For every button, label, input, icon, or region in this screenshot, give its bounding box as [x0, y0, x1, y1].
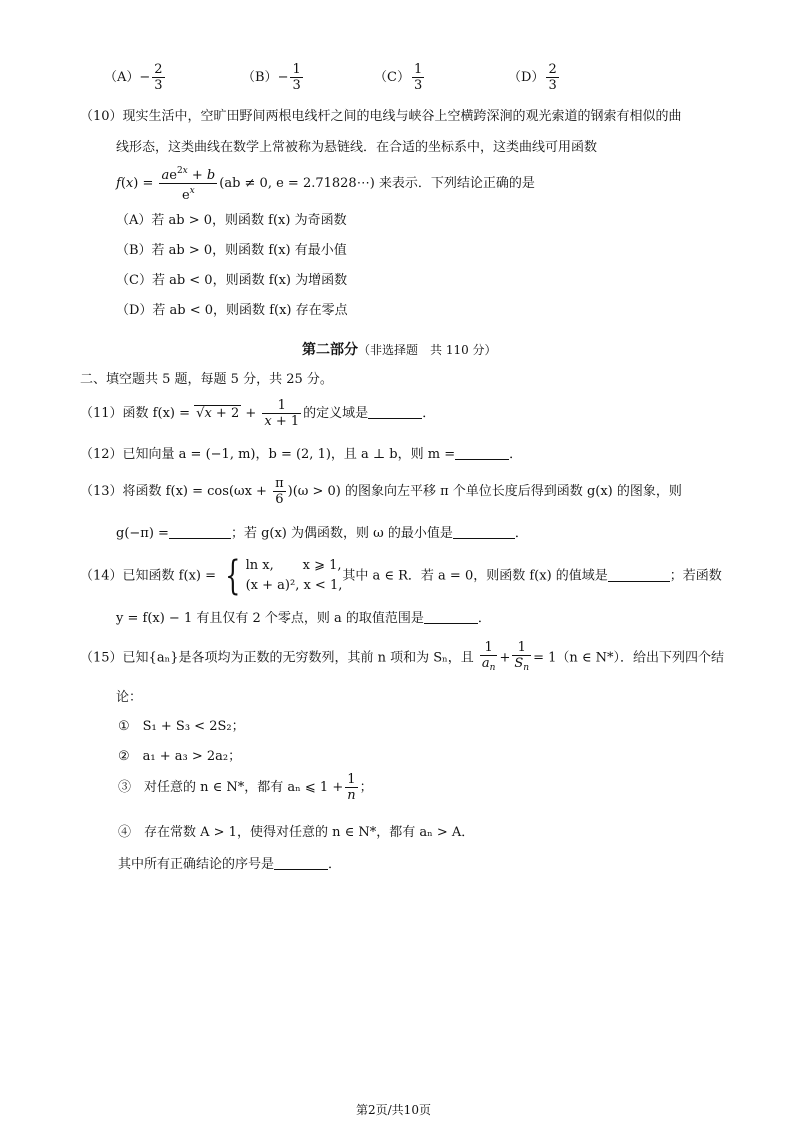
q11-answer-blank[interactable]	[368, 406, 422, 419]
q9-option-c: （C） $\frac{1}{3}$	[374, 62, 423, 93]
q10-formula: f(x) = $\frac{ae^{2x} + b}{e^x}$ (ab ≠ 0, e = 2.71828⋯) 来表示．下列结论正确的是	[116, 166, 535, 203]
q10-line2: 线形态，这类曲线在数学上常被称为悬链线．在合适的坐标系中，这类曲线可用函数	[116, 140, 598, 155]
q14-line2: y = f(x) − 1 有且仅有 2 个零点，则 a 的取值范围是 ．	[116, 611, 491, 626]
q14-line1: （14）已知函数 f(x) = { ln x, x ⩾ 1, (x + a)², x < 1, 其中 a ∈ R．若 a = 0，则函数 f(x) 的值域是 ；若函数	[80, 553, 722, 599]
q9-option-a: （A）− $\frac{2}{3}$	[104, 62, 163, 93]
q10-option-c: （C）若 ab < 0，则函数 f(x) 为增函数	[116, 273, 348, 288]
q10-line1: （10）现实生活中，空旷田野间两根电线杆之间的电线与峡谷上空横跨深涧的观光索道的钢索有相似的曲	[80, 109, 682, 124]
q10-option-a: （A）若 ab > 0，则函数 f(x) 为奇函数	[116, 213, 347, 228]
q13-line1: （13）将函数 f(x) = cos(ωx + $\frac{\pi}{6}$ )(ω > 0) 的图象向左平移 π 个单位长度后得到函数 g(x) 的图象，则	[80, 476, 682, 507]
q13-answer-blank-2[interactable]	[453, 526, 515, 539]
q9-option-d: （D） $\frac{2}{3}$	[508, 62, 557, 93]
q15-item-4: ④ 存在常数 A > 1，使得对任意的 n ∈ N*，都有 aₙ > A．	[118, 825, 475, 840]
q10-option-d: （D）若 ab < 0，则函数 f(x) 存在零点	[116, 303, 348, 318]
q15-item-3: ③ 对任意的 n ∈ N*，都有 aₙ ⩽ 1 + $\frac{1}{n}$ ；	[118, 772, 373, 803]
q15-item-1: ① S₁ + S₃ < 2S₂；	[118, 719, 245, 734]
part2-intro: 二、填空题共 5 题，每题 5 分，共 25 分。	[80, 372, 333, 387]
q15-conclusion: 其中所有正确结论的序号是 ．	[118, 857, 342, 872]
q15-item-2: ② a₁ + a₃ > 2a₂；	[118, 749, 242, 764]
q9-option-b: （B）− $\frac{1}{3}$	[242, 62, 301, 93]
q12: （12）已知向量 a = (−1, m)，b = (2, 1)，且 a ⊥ b，则 m = ．	[80, 447, 523, 462]
q10-option-b: （B）若 ab > 0，则函数 f(x) 有最小值	[116, 243, 347, 258]
q15-answer-blank[interactable]	[274, 857, 328, 870]
page-number: 第2页/共10页	[356, 1103, 431, 1117]
q14-answer-blank-1[interactable]	[608, 569, 670, 582]
part2-title: 第二部分（非选择题 共 110 分）	[302, 342, 497, 358]
q14-answer-blank-2[interactable]	[424, 611, 478, 624]
q15-line1: （15）已知{aₙ}是各项均为正数的无穷数列，其前 n 项和为 Sₙ，且 $\frac{1}{a_n}$ + $\frac{1}{S_n}$ = 1（n ∈ N*）．给出下列四个结	[80, 640, 725, 673]
q13-answer-blank-1[interactable]	[169, 526, 231, 539]
q11: （11）函数 f(x) = √x + 2 + $\frac{1}{x + 1}$ 的定义域是 ．	[80, 398, 436, 429]
q12-answer-blank[interactable]	[455, 447, 509, 460]
q15-line2: 论：	[116, 690, 143, 705]
q13-line2: g(−π) = ；若 g(x) 为偶函数，则 ω 的最小值是 ．	[116, 526, 528, 541]
